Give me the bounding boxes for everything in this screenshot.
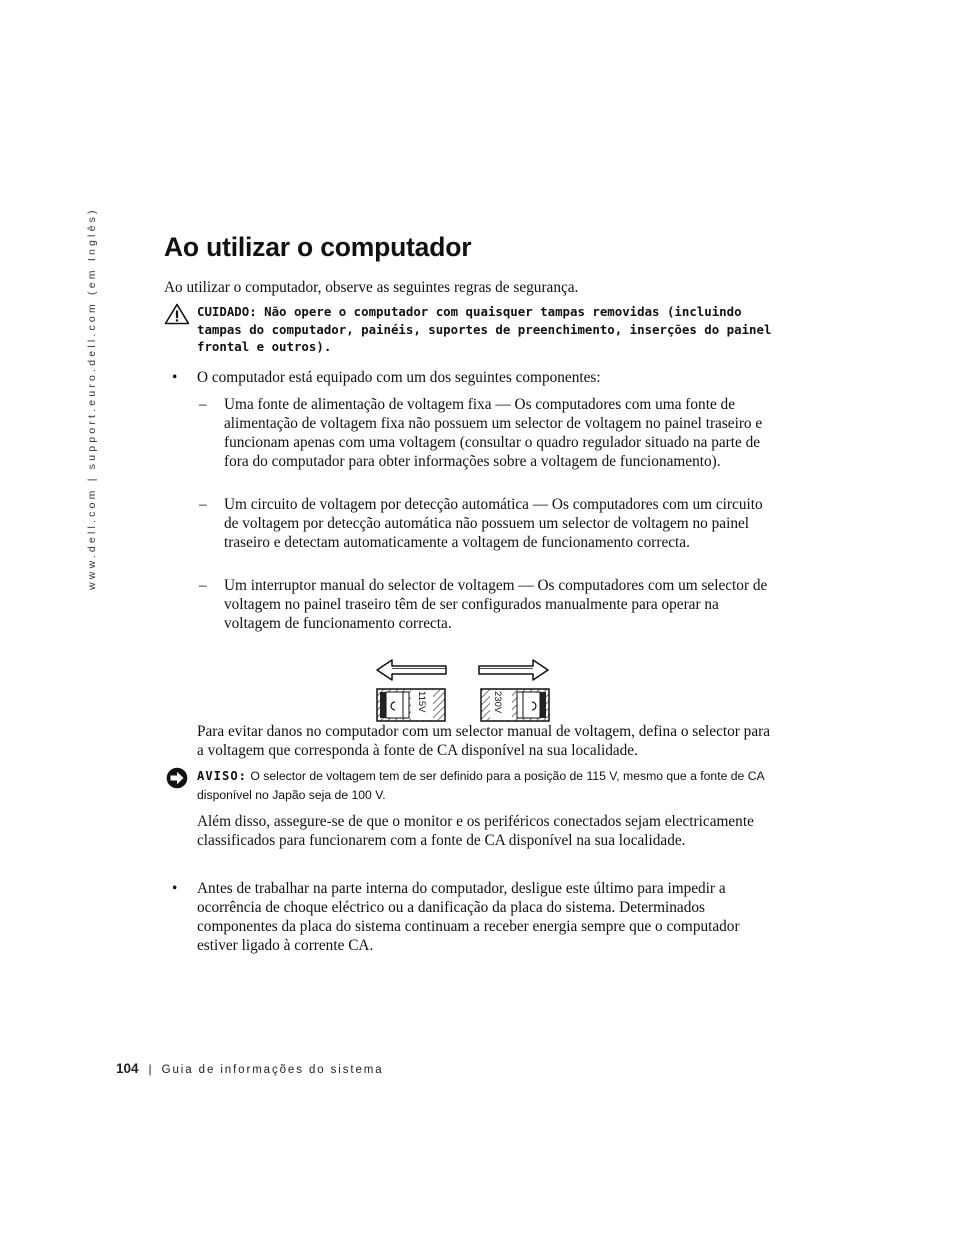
bullet-item-power-off: Antes de trabalhar na parte interna do computador, desligue este último para impedir a ocorrência de choque eléctrico ou a danificação da placa do sistema. Determinados componentes da placa do sistema continuam a receber energia sempre que o computador estiver ligado à corrente CA. [197, 880, 740, 954]
footer-separator: | [148, 1062, 152, 1076]
paragraph-peripherals: Além disso, assegure-se de que o monitor e os periféricos conectados sejam electricamente classificados para funcionarem com a fonte de CA disponível na sua localidade. [197, 813, 754, 849]
sub-item-fixed-voltage: Uma fonte de alimentação de voltagem fixa — Os computadores com uma fonte de alimentação de voltagem fixa não possuem um selector de voltagem no painel traseiro e funcionam apenas com uma voltagem (consultar o quadro regulador situado na parte de fora do computador para obter informações sobre a voltagem de funcionamento). [224, 396, 763, 470]
label-230v: 230V [492, 691, 503, 714]
notice-arrow-icon [166, 767, 188, 789]
caution-block [164, 303, 784, 356]
warning-triangle-icon [164, 303, 190, 325]
page-number: 104 [116, 1061, 139, 1076]
dash-symbol: – [199, 396, 207, 413]
intro-text: Ao utilizar o computador, observe as seguintes regras de segurança. [164, 279, 579, 296]
caution-text: CUIDADO: Não opere o computador com quaisquer tampas removidas (incluindo tampas do computador, painéis, suportes de preenchimento, inserções do painel frontal e outros). [197, 304, 772, 354]
voltage-switch-figure [374, 656, 554, 724]
guide-title: Guia de informações do sistema [161, 1064, 384, 1076]
label-115v: 115V [416, 691, 427, 713]
sub-item-manual-switch: Um interruptor manual do selector de voltagem — Os computadores com um selector de voltagem no painel traseiro têm de ser configurados manualmente para operar na voltagem de funcionamento correcta. [224, 577, 768, 632]
bullet-item-components: O computador está equipado com um dos seguintes componentes: [197, 369, 601, 386]
right-arrow-icon [479, 660, 548, 680]
notice-label: AVISO: [197, 769, 248, 783]
paragraph-voltage-selector: Para evitar danos no computador com um selector manual de voltagem, defina o selector para a voltagem que corresponda à fonte de CA disponível na sua localidade. [197, 723, 770, 759]
dash-symbol: – [199, 496, 207, 513]
sidebar-url: www.dell.com | support.euro.dell.com (em Inglês) [86, 207, 98, 590]
notice-body: O selector de voltagem tem de ser definido para a posição de 115 V, mesmo que a fonte de CA disponível no Japão seja de 100 V. [197, 769, 764, 802]
notice-block [164, 767, 784, 804]
dash-symbol: – [199, 577, 207, 594]
sub-item-auto-sensing: Um circuito de voltagem por detecção automática — Os computadores com um circuito de voltagem por detecção automática não possuem um selector de voltagem no painel traseiro e detectam automaticamente a voltagem de funcionamento correcta. [224, 496, 763, 551]
notice-text [197, 767, 784, 804]
page-title: Ao utilizar o computador [164, 232, 472, 262]
bullet-symbol: • [172, 880, 178, 897]
page-footer [116, 1061, 384, 1076]
left-arrow-icon [377, 660, 446, 680]
bullet-symbol: • [172, 369, 178, 386]
switch-230v-icon [481, 689, 549, 721]
switch-115v-icon [377, 689, 445, 721]
